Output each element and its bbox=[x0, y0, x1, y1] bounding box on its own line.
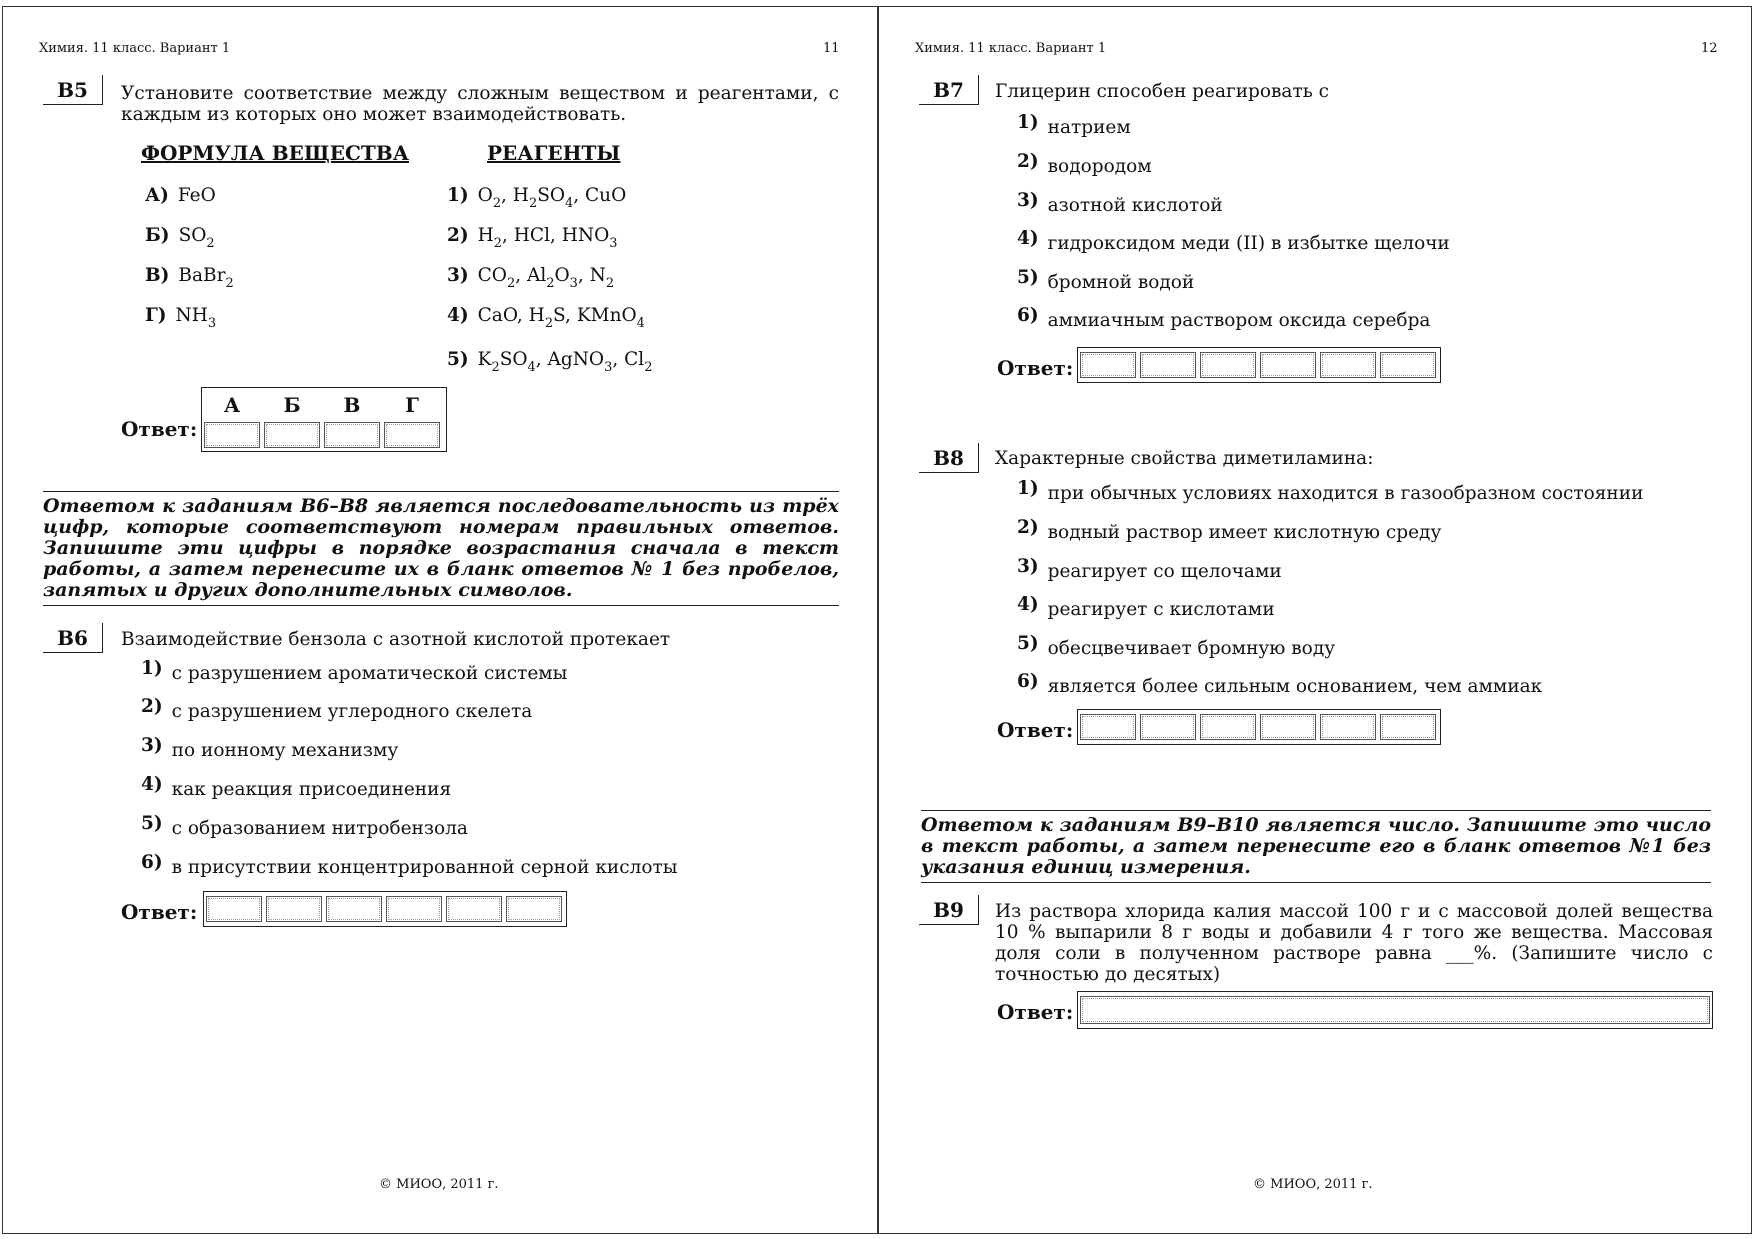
reagent-4: 4) CaO, $H_2S$, KMnO$_4$ bbox=[447, 305, 645, 331]
answer-cell[interactable] bbox=[506, 896, 562, 922]
option-number: 6) bbox=[141, 852, 163, 873]
instruction-b9-b10: Ответом к заданиям В9–В10 является число. Запишите это число в текст работы, а затем перенесите его в бланк ответов №1 без указания единиц измерения. bbox=[921, 810, 1711, 883]
option-text: водный раствор имеет кислотную среду bbox=[1047, 522, 1442, 543]
answer-box-b7 bbox=[1077, 347, 1441, 383]
option-number: 4) bbox=[1017, 594, 1039, 615]
option-6 bbox=[141, 852, 678, 878]
substance-v: В) BaBr$_2$ bbox=[145, 265, 234, 291]
option-text: с образованием нитробензола bbox=[171, 818, 468, 839]
task-label-b9: B9 bbox=[919, 895, 979, 925]
option-6 bbox=[1017, 671, 1543, 697]
option-6 bbox=[1017, 305, 1431, 331]
instruction-b6-b8: Ответом к заданиям В6–В8 является последовательность из трёх цифр, которые соответствуют номерам правильных ответов. Запишите эти цифры в порядке возрастания сначала в текст работы, а затем перенесите их в бланк ответов № 1 без пробелов, запятых и других дополнительных символов. bbox=[43, 491, 839, 606]
answer-label: Ответ: bbox=[997, 356, 1074, 380]
answer-cell[interactable] bbox=[1140, 352, 1196, 378]
option-number: 3) bbox=[1017, 190, 1039, 211]
answer-box-b9 bbox=[1077, 991, 1713, 1029]
substance-a: А) FeO bbox=[145, 185, 216, 206]
answer-cell[interactable] bbox=[1200, 714, 1256, 740]
reagent-5: 5) $K_2SO_4$, AgNO$_3$, $Cl_2$ bbox=[447, 349, 653, 375]
left-page bbox=[2, 6, 878, 1234]
answer-box-b6 bbox=[203, 891, 567, 927]
answer-cell[interactable] bbox=[386, 896, 442, 922]
option-text: обесцвечивает бромную воду bbox=[1047, 638, 1336, 659]
option-text: по ионному механизму bbox=[171, 740, 399, 761]
option-number: 5) bbox=[1017, 633, 1039, 654]
option-text: водородом bbox=[1047, 156, 1152, 177]
option-text: при обычных условиях находится в газообразном состоянии bbox=[1047, 483, 1644, 504]
option-text: является более сильным основанием, чем аммиак bbox=[1047, 676, 1543, 697]
task-label-b8: B8 bbox=[919, 443, 979, 473]
option-1 bbox=[1017, 112, 1131, 138]
page-header: Химия. 11 класс. Вариант 1 bbox=[915, 41, 1107, 56]
option-number: 4) bbox=[141, 774, 163, 795]
answer-cell[interactable] bbox=[1080, 714, 1136, 740]
answer-cell[interactable] bbox=[1380, 352, 1436, 378]
page-footer: © МИОО, 2011 г. bbox=[1253, 1177, 1373, 1192]
column-heading-reagents: РЕАГЕНТЫ bbox=[487, 141, 621, 165]
task-text-b9: Из раствора хлорида калия массой 100 г и с массовой долей вещества 10 % выпарили 8 г воды и добавили 4 г того же вещества. Массовая доля соли в полученном растворе равна ___%. (Запишите число с точностью до десятых) bbox=[995, 901, 1713, 985]
task-label-b5: B5 bbox=[43, 75, 103, 105]
answer-cell[interactable] bbox=[1320, 352, 1376, 378]
task-label-b7: B7 bbox=[919, 75, 979, 105]
answer-cell[interactable] bbox=[1200, 352, 1256, 378]
right-page bbox=[878, 6, 1752, 1234]
answer-cell[interactable] bbox=[206, 896, 262, 922]
column-heading-formula: ФОРМУЛА ВЕЩЕСТВА bbox=[141, 141, 409, 165]
option-number: 3) bbox=[1017, 556, 1039, 577]
option-2 bbox=[141, 696, 533, 722]
answer-label: Ответ: bbox=[121, 900, 198, 924]
answer-cell[interactable] bbox=[1140, 714, 1196, 740]
task-text-b7: Глицерин способен реагировать с bbox=[995, 81, 1330, 102]
answer-cell[interactable] bbox=[326, 896, 382, 922]
answer-cell[interactable] bbox=[324, 422, 380, 448]
task-text-b6: Взаимодействие бензола с азотной кислотой протекает bbox=[121, 629, 671, 650]
answer-cell[interactable] bbox=[1260, 352, 1316, 378]
answer-cell[interactable] bbox=[384, 422, 440, 448]
substance-letter: Г) bbox=[145, 305, 167, 326]
answer-label: Ответ: bbox=[997, 1000, 1074, 1024]
option-number: 1) bbox=[1017, 112, 1039, 133]
page-number: 12 bbox=[1701, 41, 1718, 56]
option-3 bbox=[141, 735, 399, 761]
option-1 bbox=[141, 658, 568, 684]
option-text: реагирует с кислотами bbox=[1047, 599, 1275, 620]
option-text: азотной кислотой bbox=[1047, 195, 1223, 216]
answer-table-b5 bbox=[201, 387, 447, 452]
answer-table-cells bbox=[202, 420, 446, 451]
substance-letter: Б) bbox=[145, 225, 170, 246]
option-text: аммиачным раствором оксида серебра bbox=[1047, 310, 1431, 331]
answer-cell[interactable] bbox=[1080, 352, 1136, 378]
option-2 bbox=[1017, 517, 1442, 543]
substance-b: Б) $SO_2$ bbox=[145, 225, 215, 251]
option-number: 1) bbox=[1017, 478, 1039, 499]
reagent-3: 3) $CO_2$, $Al_2O_3$, $N_2$ bbox=[447, 265, 615, 291]
option-2 bbox=[1017, 151, 1152, 177]
option-text: реагирует со щелочами bbox=[1047, 561, 1282, 582]
substance-letter: В) bbox=[145, 265, 170, 286]
task-text-b5: Установите соответствие между сложным веществом и реагентами, с каждым из которых оно может взаимодействовать. bbox=[121, 83, 839, 125]
reagent-number: 4) bbox=[447, 305, 469, 326]
option-5 bbox=[141, 813, 468, 839]
option-number: 1) bbox=[141, 658, 163, 679]
option-number: 2) bbox=[141, 696, 163, 717]
option-text: с разрушением углеродного скелета bbox=[171, 701, 533, 722]
reagent-number: 2) bbox=[447, 225, 469, 246]
answer-cell[interactable] bbox=[1260, 714, 1316, 740]
option-text: как реакция присоединения bbox=[171, 779, 452, 800]
answer-cell[interactable] bbox=[266, 896, 322, 922]
answer-cell[interactable] bbox=[204, 422, 260, 448]
option-text: в присутствии концентрированной серной кислоты bbox=[171, 857, 678, 878]
answer-cell[interactable] bbox=[446, 896, 502, 922]
reagent-number: 5) bbox=[447, 349, 469, 370]
option-number: 2) bbox=[1017, 517, 1039, 538]
answer-col-a: А bbox=[223, 393, 241, 417]
answer-col-v: В bbox=[343, 393, 361, 417]
answer-label: Ответ: bbox=[997, 718, 1074, 742]
answer-cell[interactable] bbox=[264, 422, 320, 448]
option-text: с разрушением ароматической системы bbox=[171, 663, 568, 684]
task-text-b8: Характерные свойства диметиламина: bbox=[995, 448, 1374, 469]
option-4 bbox=[1017, 228, 1450, 254]
answer-label: Ответ: bbox=[121, 417, 198, 441]
option-text: натрием bbox=[1047, 117, 1131, 138]
option-number: 6) bbox=[1017, 671, 1039, 692]
task-label-b6: B6 bbox=[43, 623, 103, 653]
option-text: бромной водой bbox=[1047, 272, 1195, 293]
answer-table-header bbox=[202, 388, 446, 420]
answer-box-b8 bbox=[1077, 709, 1441, 745]
answer-cell[interactable] bbox=[1380, 714, 1436, 740]
answer-col-g: Г bbox=[405, 393, 419, 417]
substance-g: Г) $NH_3$ bbox=[145, 305, 217, 331]
option-number: 3) bbox=[141, 735, 163, 756]
option-4 bbox=[141, 774, 452, 800]
option-3 bbox=[1017, 190, 1223, 216]
page-header: Химия. 11 класс. Вариант 1 bbox=[39, 41, 231, 56]
option-number: 6) bbox=[1017, 305, 1039, 326]
option-number: 5) bbox=[141, 813, 163, 834]
option-5 bbox=[1017, 633, 1336, 659]
reagent-2: 2) $H_2$, HCl, $HNO_3$ bbox=[447, 225, 618, 251]
answer-cell[interactable] bbox=[1320, 714, 1376, 740]
option-1 bbox=[1017, 478, 1644, 504]
reagent-number: 3) bbox=[447, 265, 469, 286]
page-number: 11 bbox=[823, 41, 840, 56]
page-footer: © МИОО, 2011 г. bbox=[379, 1177, 499, 1192]
substance-letter: А) bbox=[145, 185, 169, 206]
option-number: 2) bbox=[1017, 151, 1039, 172]
reagent-number: 1) bbox=[447, 185, 469, 206]
reagent-1: 1) $O_2$, $H_2SO_4$, CuO bbox=[447, 185, 627, 211]
option-number: 4) bbox=[1017, 228, 1039, 249]
option-4 bbox=[1017, 594, 1275, 620]
option-3 bbox=[1017, 556, 1282, 582]
answer-col-b: Б bbox=[283, 393, 301, 417]
option-text: гидроксидом меди (II) в избытке щелочи bbox=[1047, 233, 1450, 254]
option-number: 5) bbox=[1017, 267, 1039, 288]
option-5 bbox=[1017, 267, 1195, 293]
answer-field[interactable] bbox=[1080, 996, 1710, 1024]
